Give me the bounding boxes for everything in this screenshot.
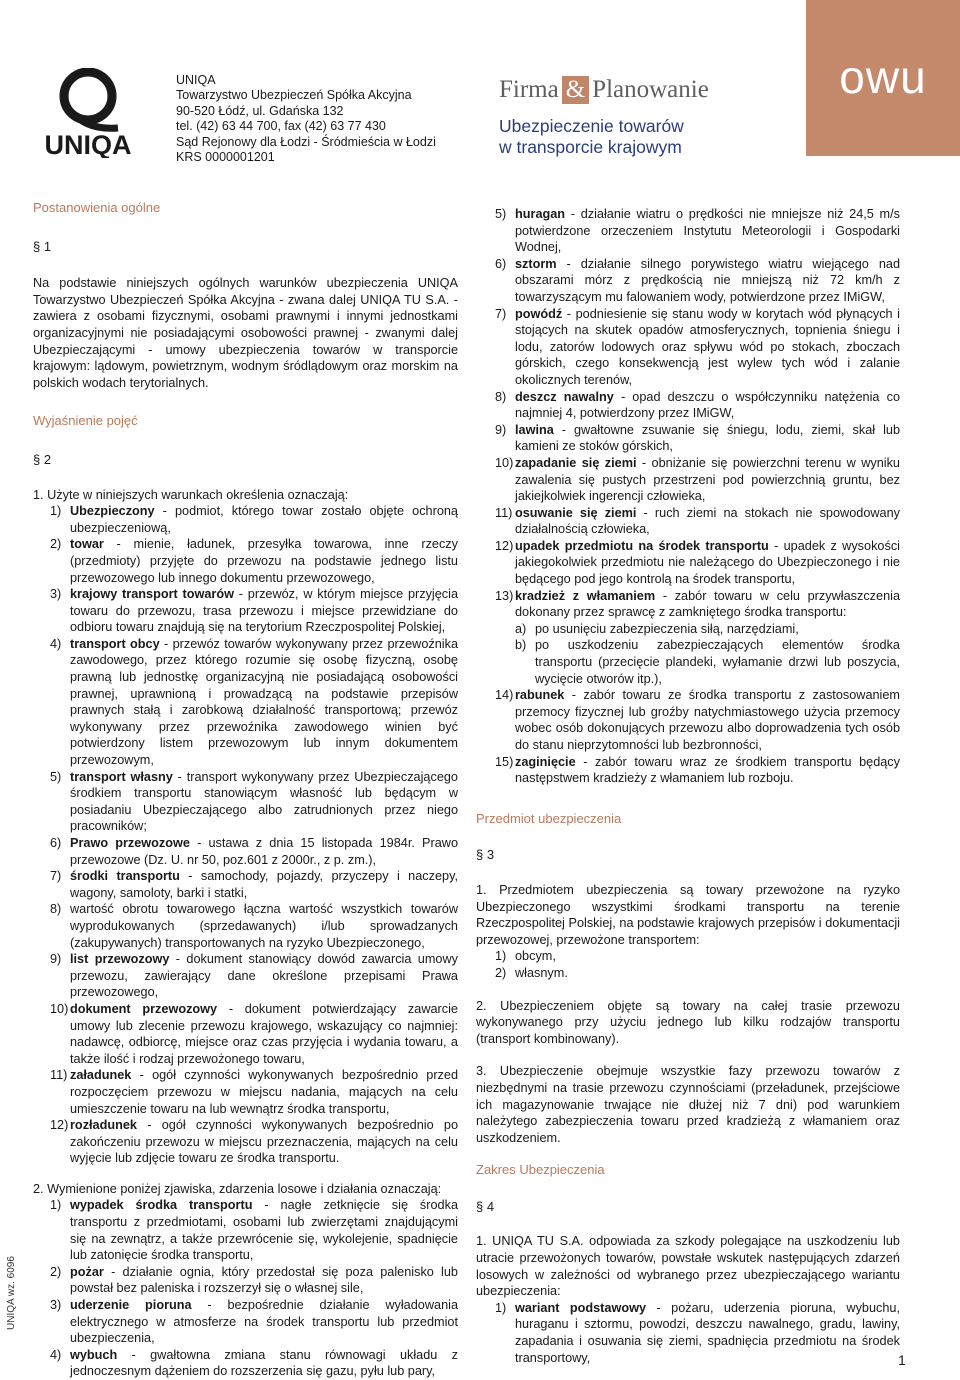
event-item: 14) rabunek - zabór towaru ze środka transportu z zastosowaniem przemocy fizycznej lub groźby natychmiastowego użycia przemocy wobec osób dokonujących przewozu albo doprowadzenia tych osób do stanu nieprzytomności lub bezbronności, xyxy=(495,688,900,752)
company-line: Towarzystwo Ubezpieczeń Spółka Akcyjna xyxy=(176,88,412,103)
event-item: 11) osuwanie się ziemi - ruch ziemi na stokach nie spowodowany działalnością człowieka, xyxy=(495,505,900,537)
event-item: 10) zapadanie się ziemi - obniżanie się powierzchni terenu w wyniku zawalenia się pustych przestrzeni pod powierzchnią gruntu, bez jakiejkolwiek ingerencji człowieka, xyxy=(495,455,900,504)
form-code-vertical: UNIQA wz. 6096 xyxy=(6,1256,17,1330)
firma-planowanie-brand xyxy=(499,74,709,106)
events-list xyxy=(33,1197,458,1380)
left-column xyxy=(33,200,458,1380)
event-item: 9) lawina - gwałtowne zsuwanie się śniegu, lodu, ziemi, skał lub kamieni ze stoków górskich, xyxy=(495,422,900,454)
event-item: 6) sztorm - działanie silnego porywistego wiatru wiejącego nad obszarami mórz z prędkością nie mniejszą niż 72 km/h z towarzyszącym mu falowaniem wody, potwierdzone przez IMiGW, xyxy=(495,256,900,304)
svg-text:UNIQA: UNIQA xyxy=(44,130,132,158)
events-intro: 2. Wymienione poniżej zjawiska, zdarzenia losowe i działania oznaczają: xyxy=(33,1181,442,1196)
event-item: 13) kradzież z włamaniem - zabór towaru w celu przywłaszczenia dokonany przez sprawcę z zamkniętego środka transportu: xyxy=(495,588,900,620)
definition-item: 1) Ubezpieczony - podmiot, którego towar zostało objęte ochroną ubezpieczeniową, xyxy=(50,504,458,535)
paragraph-4-marker: § 4 xyxy=(476,1198,495,1214)
company-line: tel. (42) 63 44 700, fax (42) 63 77 430 xyxy=(176,119,386,134)
owu-badge xyxy=(806,0,960,156)
page-number: 1 xyxy=(898,1352,906,1368)
company-line: Sąd Rejonowy dla Łodzi - Śródmieścia w Łodzi xyxy=(176,134,436,149)
definition-item: 11) załadunek - ogół czynności wykonywanych bezpośrednio przed rozpoczęciem przewozu w miejscu nadania, mających na celu umieszczenie towaru na lub wewnątrz środka transportu, xyxy=(50,1068,458,1116)
definitions-list xyxy=(33,503,458,1167)
transport-type-list xyxy=(476,948,900,981)
ampersand-badge: & xyxy=(562,76,589,104)
uniqa-logo xyxy=(32,68,144,158)
paragraph-1-text: Na podstawie niniejszych ogólnych warunków ubezpieczenia UNIQA Towarzystwo Ubezpieczeń Spółka Akcyjna - zwana dalej UNIQA TU S.A. - zawiera z osobami fizycznymi, osobami prawnymi i innymi jednostkami organizacyjnymi nie posiadającymi osobowości prawnej - zwanymi dalej Ubezpieczającymi - umowy ubezpieczenia towarów w transporcie krajowym: lądowym, powietrznym, wodnym śródlądowym oraz morskim na polskich wodach terytorialnych. xyxy=(33,276,458,390)
definition-item: 6) Prawo przewozowe - ustawa z dnia 15 listopada 1984r. Prawo przewozowe (Dz. U. nr 50, poz.601 z 2000r., z p. zm.), xyxy=(50,836,459,867)
event-item: 4) wybuch - gwałtowna zmiana stanu równowagi układu z jednoczesnym dążeniem do rozszerzenia się gazu, pyłu lub pary, xyxy=(50,1347,458,1379)
sub-item: a) po usunięciu zabezpieczenia siłą, narzędziami, xyxy=(515,621,799,636)
list-item: 2) własnym. xyxy=(495,965,568,980)
product-title-line2: w transporcie krajowym xyxy=(499,137,682,157)
company-line: UNIQA xyxy=(176,73,216,87)
burglary-sublist xyxy=(495,621,900,687)
definition-item: 10) dokument przewozowy - dokument potwierdzający zawarcie umowy lub zlecenie przewozu krajowego, wskazujący co najmniej: nadawcę, odbiorcę, miejsce oraz czas przyjęcia i wydania towaru, a także ilość i rodzaj przewożonego towaru, xyxy=(50,1001,458,1066)
section-heading-definitions: Wyjaśnienie pojęć xyxy=(33,413,138,429)
paragraph-4-point-1: 1. UNIQA TU S.A. odpowiada za szkody polegające na uszkodzeniu lub utracie przewożonych towarów, powstałe wskutek następujących zdarzeń losowych w zależności od wybranego przez ubezpieczającego wariantu ubezpieczenia: xyxy=(476,1234,900,1299)
paragraph-3-point-2: 2. Ubezpieczeniem objęte są towary na całej trasie przewozu wykonywanego przy użyciu jednego lub kilku rodzajów transportu (transport kombinowany). xyxy=(476,998,900,1046)
variant-list xyxy=(476,1300,900,1366)
paragraph-3-point-3: 3. Ubezpieczenie obejmuje wszystkie fazy przewozu towarów z niezbędnymi na trasie przewozu czynnościami (przeładunek, przejściowe ich magazynowanie trwające nie dłużej niż 7 dni) pod warunkiem należytego zabezpieczenia towaru przed kradzieżą z włamaniem oraz uszkodzeniem. xyxy=(476,1064,900,1145)
paragraph-2-marker: § 2 xyxy=(33,451,52,467)
definition-item: 5) transport własny - transport wykonywany przez Ubezpieczającego środkiem transportu stanowiącym własność lub będącym w posiadaniu Ubezpieczającego albo zatrudnionych przez niego pracowników; xyxy=(50,769,458,834)
definition-item: 9) list przewozowy - dokument stanowiący dowód zawarcia umowy przewozu, zawierający dane określone przepisami Prawa przewozowego, xyxy=(50,952,458,1000)
events-list-continued xyxy=(476,206,900,787)
paragraph-3-marker: § 3 xyxy=(476,847,495,863)
company-line: KRS 0000001201 xyxy=(176,150,275,165)
paragraph-3-point-1: 1. Przedmiotem ubezpieczenia są towary przewożone na ryzyko Ubezpieczonego wszystkimi środkami transportu na terenie Rzeczpospolitej Polskiej, na podstawie krajowych przepisów i dokumentacji przewozowej, przewożone transportem: xyxy=(476,882,900,947)
list-item: 1) obcym, xyxy=(495,949,556,964)
section-heading-scope: Zakres Ubezpieczenia xyxy=(476,1162,605,1178)
definitions-intro: 1. Użyte w niniejszych warunkach określenia oznaczają: xyxy=(33,487,349,502)
event-item: 12) upadek przedmiotu na środek transportu - upadek z wysokości jakiegokolwiek przedmiotu nie należącego do Ubezpieczonego i nie będącego pod jego kontrolą na środek transportu, xyxy=(495,538,900,587)
event-item: 7) powódź - podniesienie się stanu wody w korytach wód płynących i stojących na skutek opadów atmosferycznych, topnienia śniegu i lodu, zatorów lodowych oraz spływu wód po stokach, zboczach górskich, czego konsekwencją jest wylew tych wód i zalanie okolicznych terenów, xyxy=(495,306,900,387)
planowanie-word: Planowanie xyxy=(592,76,709,103)
section-heading-general: Postanowienia ogólne xyxy=(33,200,161,215)
product-title-line1: Ubezpieczenie towarów xyxy=(499,116,684,136)
definition-item: 8) wartość obrotu towarowego łączna wartość wszystkich towarów wyprodukowanych (sprzedawanych) i/lub sprowadzanych (zakupywanych) transportowanych na ryzyko Ubezpieczonego, xyxy=(50,902,458,950)
right-column xyxy=(476,206,900,1366)
definition-item: 3) krajowy transport towarów - przewóz, w którym miejsce przyjęcia towaru do przewozu, trasa przewozu i miejsce przewidziane do odbioru towaru znajdują się na terytorium Rzeczpospolitej Polskiej, xyxy=(50,587,459,635)
company-line: 90-520 Łódź, ul. Gdańska 132 xyxy=(176,103,344,118)
event-item: 1) wypadek środka transportu - nagłe zetknięcie się środka transportu z przedmiotami, osobami lub zwierzętami znajdującymi się na zewnątrz, a także przewrócenie się, wykolejenie, spadnięcie lub zatonięcie środka transportu, xyxy=(50,1198,459,1263)
sub-item: b) po uszkodzeniu zabezpieczających elementów środka transportu (przecięcie plandeki, wyłamanie drzwi lub poszycia, wycięcie otworów itp.), xyxy=(515,638,900,686)
definition-item: 7) środki transportu - samochody, pojazdy, przyczepy i naczepy, wagony, samoloty, barki i statki, xyxy=(50,869,458,900)
event-item: 3) uderzenie pioruna - bezpośrednie działanie wyładowania elektrycznego w atmosferze na środek transportu lub przedmiot ubezpieczenia, xyxy=(50,1298,458,1346)
event-item: 8) deszcz nawalny - opad deszczu o współczynniku natężenia co najmniej 4, potwierdzony przez IMiGW, xyxy=(495,389,900,421)
event-item: 15) zaginięcie - zabór towaru wraz ze środkiem transportu będący następstwem kradzieży z włamaniem lub rozboju. xyxy=(495,754,900,786)
owu-label: owu xyxy=(839,51,927,103)
definition-item: 4) transport obcy - przewóz towarów wykonywany przez przewoźnika zawodowego, przez którego rozumie się osobę fizyczną, osobę prawną lub jednostkę organizacyjną nie posiadającą osobowości prawnej, uprawnioną i prowadzącą na podstawie przepisów prawnych stałą i zarobkową działalność transportową; przewóz wykonywany przez przewoźnika zawodowego winien być potwierdzony listem przewozowym lub innym dokumentem przewozowym, xyxy=(50,636,458,768)
list-item: 1) wariant podstawowy - pożaru, uderzenia pioruna, wybuchu, huraganu i sztormu, powodzi, deszczu nawalnego, gradu, lawiny, zapadania i osuwania się ziemi, spadnięcia przedmiotu na środek transportowy, xyxy=(495,1300,901,1365)
definition-item: 12) rozładunek - ogół czynności wykonywanych bezpośrednio po zakończeniu przewozu w miejscu przeznaczenia, mających na celu wyjęcie lub zdjęcie towaru ze środka transportu. xyxy=(50,1118,458,1166)
section-heading-subject: Przedmiot ubezpieczenia xyxy=(476,810,622,826)
firma-word: Firma xyxy=(499,76,559,103)
event-item: 2) pożar - działanie ognia, który przedostał się poza palenisko lub powstał bez paleniska i rozszerzył się o własnej sile, xyxy=(50,1264,458,1296)
product-title xyxy=(499,116,684,158)
event-item: 5) huragan - działanie wiatru o prędkości nie mniejsze niż 24,5 m/s potwierdzone orzeczeniem Instytutu Meteorologii i Gospodarki Wodnej, xyxy=(495,207,900,255)
definition-item: 2) towar - mienie, ładunek, przesyłka towarowa, inne rzeczy (przedmioty) przyjęte do przewozu na podstawie jednego listu przewozowego lub innego dokumentu przewozowego, xyxy=(50,537,458,585)
paragraph-1-marker: § 1 xyxy=(33,238,52,254)
company-address xyxy=(176,73,436,165)
